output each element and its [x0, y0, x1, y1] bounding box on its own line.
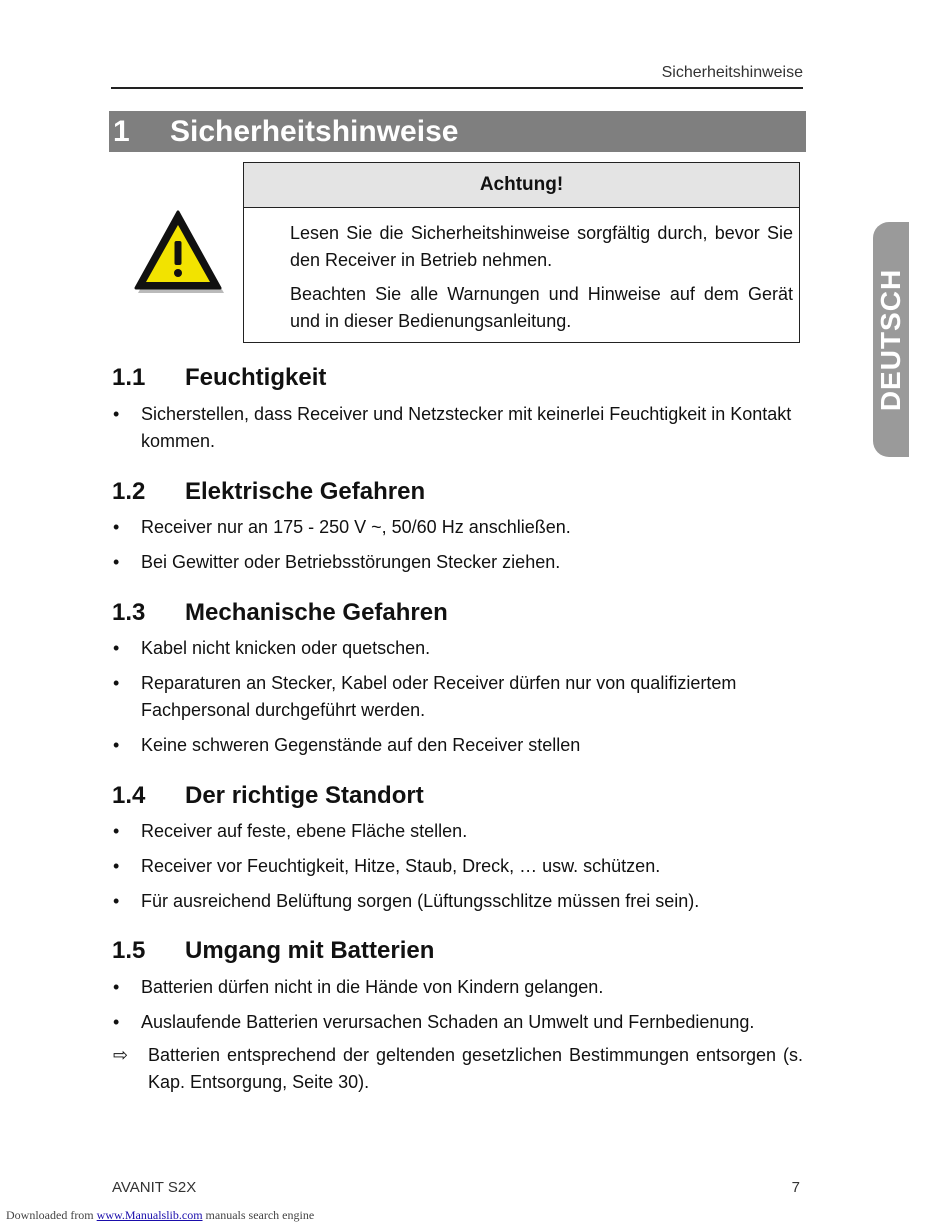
warning-triangle-icon — [130, 208, 226, 296]
header-rule — [111, 87, 803, 89]
list-item-text: Receiver vor Feuchtigkeit, Hitze, Staub, Dreck, … usw. schützen. — [141, 856, 661, 876]
section-number: 1.3 — [112, 599, 146, 626]
list-item-text: Für ausreichend Belüftung sorgen (Lüftungsschlitze müssen frei sein). — [141, 891, 700, 911]
section-heading — [112, 478, 425, 506]
section-number: 1.2 — [112, 478, 146, 505]
bullet-marker: • — [113, 821, 120, 841]
notice-paragraph: Beachten Sie alle Warnungen und Hinweise auf dem Gerät und in dieser Bedienungsanleitung. — [290, 284, 793, 331]
action-item-text: Batterien entsprechend der geltenden gesetzlichen Bestimmungen entsorgen (s. Kap. Entsorgung, Seite 30). — [148, 1045, 803, 1092]
list-item — [113, 635, 803, 662]
list-item — [113, 888, 803, 915]
list-item — [113, 514, 803, 541]
source-link[interactable]: www.Manualslib.com — [96, 1208, 203, 1222]
bullet-marker: • — [113, 977, 120, 997]
list-item-text: Sicherstellen, dass Receiver und Netzstecker mit keinerlei Feuchtigkeit in Kontakt kommen. — [141, 404, 792, 451]
notice-paragraph: Lesen Sie die Sicherheitshinweise sorgfältig durch, bevor Sie den Receiver in Betrieb nehmen. — [290, 223, 793, 270]
bullet-marker: • — [113, 673, 120, 693]
bullet-marker: • — [113, 638, 120, 658]
section-heading — [112, 782, 424, 810]
list-item-text: Bei Gewitter oder Betriebsstörungen Stecker ziehen. — [141, 552, 561, 572]
list-item — [113, 1009, 803, 1036]
source-line — [6, 1208, 314, 1223]
list-item — [113, 549, 803, 576]
list-item-text: Keine schweren Gegenstände auf den Receiver stellen — [141, 735, 581, 755]
list-item-text: Kabel nicht knicken oder quetschen. — [141, 638, 431, 658]
language-tab — [873, 222, 909, 457]
list-item-text: Auslaufende Batterien verursachen Schaden an Umwelt und Fernbedienung. — [141, 1012, 755, 1032]
chapter-number: 1 — [113, 115, 130, 148]
list-item-text: Receiver nur an 175 - 250 V ~, 50/60 Hz anschließen. — [141, 517, 571, 537]
action-item — [113, 1042, 803, 1096]
chapter-title: Sicherheitshinweise — [170, 115, 459, 148]
section-number: 1.4 — [112, 782, 146, 809]
list-item — [113, 974, 803, 1001]
list-item-text: Receiver auf feste, ebene Fläche stellen. — [141, 821, 468, 841]
language-tab-label: DEUTSCH — [875, 268, 906, 411]
section-number: 1.5 — [112, 937, 146, 964]
bullet-marker: • — [113, 1012, 120, 1032]
section-title: Der richtige Standort — [185, 782, 424, 809]
chapter-heading — [109, 111, 806, 152]
section-title: Umgang mit Batterien — [185, 937, 435, 964]
section-title: Elektrische Gefahren — [185, 478, 426, 505]
running-header: Sicherheitshinweise — [661, 64, 803, 81]
section-title: Mechanische Gefahren — [185, 599, 448, 626]
bullet-marker: • — [113, 552, 120, 572]
section-number: 1.1 — [112, 364, 146, 391]
bullet-marker: • — [113, 891, 120, 911]
section-heading — [112, 937, 434, 965]
list-item-text: Reparaturen an Stecker, Kabel oder Receiver dürfen nur von qualifiziertem Fachpersonal durchgeführt werden. — [141, 673, 737, 720]
source-prefix: Downloaded from — [6, 1208, 94, 1222]
section-heading — [112, 599, 448, 627]
bullet-marker: • — [113, 517, 120, 537]
bullet-marker: • — [113, 404, 120, 424]
footer-model: AVANIT S2X — [112, 1179, 197, 1196]
list-item — [113, 853, 803, 880]
notice-title: Achtung! — [244, 163, 799, 208]
list-item-text: Batterien dürfen nicht in die Hände von Kindern gelangen. — [141, 977, 604, 997]
section-title: Feuchtigkeit — [185, 364, 327, 391]
list-item — [113, 732, 803, 759]
source-suffix: manuals search engine — [205, 1208, 315, 1222]
bullet-marker: • — [113, 856, 120, 876]
attention-notice — [243, 162, 800, 343]
page-number: 7 — [791, 1179, 800, 1196]
list-item — [113, 401, 803, 455]
arrow-icon: ⇨ — [113, 1045, 129, 1065]
list-item — [113, 818, 803, 845]
bullet-marker: • — [113, 735, 120, 755]
list-item — [113, 670, 803, 724]
section-heading — [112, 364, 326, 392]
